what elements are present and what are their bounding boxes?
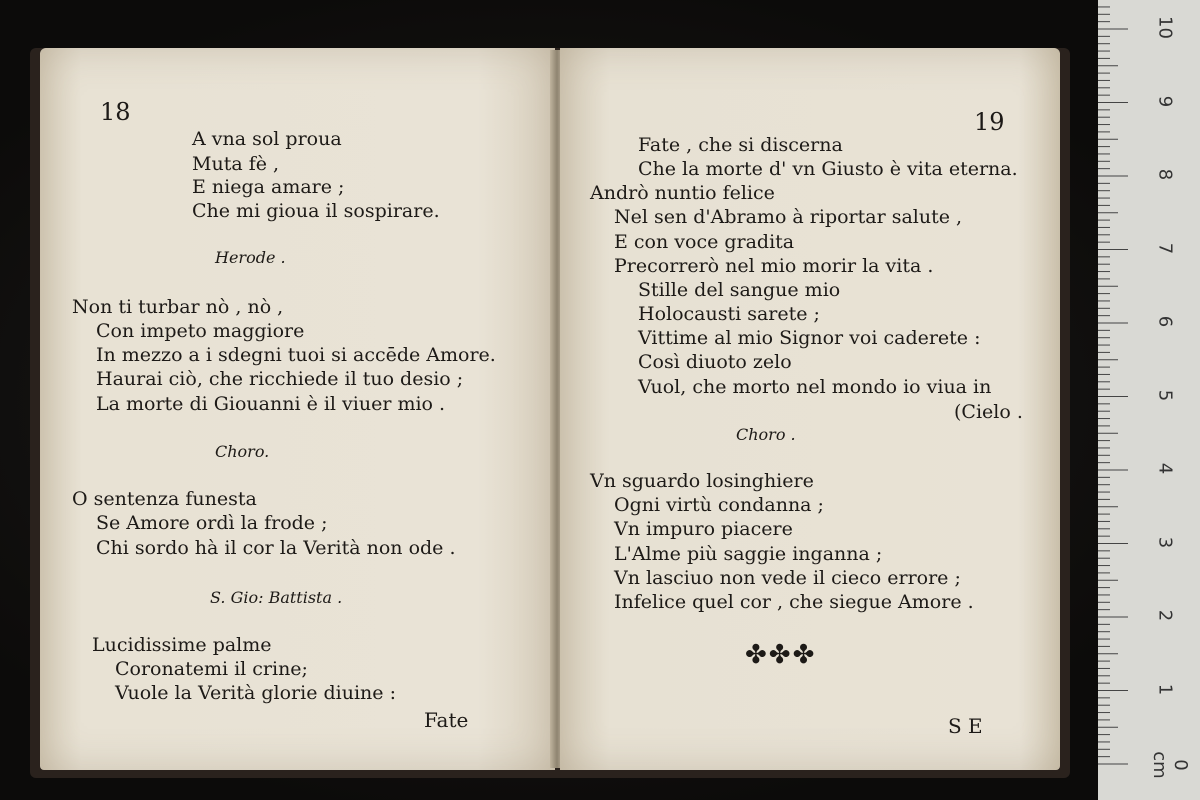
verse-line: Nel sen d'Abramo à riportar salute , [614, 206, 963, 228]
ruler-mark-label: 2 [1154, 609, 1176, 622]
ruler-unit-label: 0 cm [1149, 751, 1191, 779]
measuring-ruler [1098, 0, 1200, 800]
verse-line: Andrò nuntio felice [590, 182, 775, 204]
verse-line: A vna sol proua [192, 128, 342, 150]
ruler-mark-label: 3 [1154, 536, 1176, 548]
ruler-mark-label: 8 [1154, 168, 1176, 181]
verse-line: Se Amore ordì la frode ; [96, 512, 328, 534]
speaker-heading: Herode . [215, 248, 286, 267]
verse-line: Fate , che si discerna [638, 134, 843, 156]
verse-line: Con impeto maggiore [96, 320, 305, 342]
left-page-number: 18 [100, 98, 131, 126]
speaker-heading: S. Gio: Battista . [210, 588, 343, 607]
verse-line: La morte di Giouanni è il viuer mio . [96, 393, 446, 415]
verse-line: In mezzo a i sdegni tuoi si accēde Amore. [96, 344, 496, 366]
verse-line: Stille del sangue mio [638, 279, 841, 301]
verse-line: Vn impuro piacere [614, 518, 793, 540]
ruler-mark-label: 5 [1154, 389, 1176, 401]
verse-line: Chi sordo hà il cor la Verità non ode . [96, 537, 456, 559]
verse-line: Non ti turbar nò , nò , [72, 296, 284, 318]
verse-line: Vuol, che morto nel mondo io viua in [638, 376, 992, 398]
ruler-mark-label: 10 [1154, 16, 1176, 39]
verse-line: Vn lasciuo non vede il cieco errore ; [614, 567, 961, 589]
catchword: S E [948, 714, 983, 738]
ruler-mark-label: 9 [1154, 95, 1176, 107]
verse-line: Vuole la Verità glorie diuine : [115, 682, 396, 704]
verse-line: L'Alme più saggie inganna ; [614, 543, 883, 565]
verse-line: Lucidissime palme [92, 634, 272, 656]
verse-line: Precorrerò nel mio morir la vita . [614, 255, 934, 277]
right-page-number: 19 [974, 108, 1005, 136]
verse-line: Che la morte d' vn Giusto è vita eterna. [638, 158, 1018, 180]
verse-line: Ogni virtù condanna ; [614, 494, 824, 516]
ruler-ticks [1098, 0, 1200, 800]
printer-ornament: ✤✤✤ [745, 640, 817, 670]
verse-line: Che mi gioua il sospirare. [192, 200, 440, 222]
verse-line: E con voce gradita [614, 231, 795, 253]
verse-line: Vn sguardo losinghiere [590, 470, 814, 492]
verse-line: Coronatemi il crine; [115, 658, 308, 680]
catchword: Fate [424, 708, 469, 732]
speaker-heading: Choro. [215, 442, 270, 461]
speaker-heading: Choro . [736, 425, 796, 444]
verse-line: Muta fè , [192, 153, 280, 175]
verse-line: O sentenza funesta [72, 488, 257, 510]
verse-line: Vittime al mio Signor voi caderete : [638, 327, 981, 349]
ruler-mark-label: 4 [1154, 462, 1176, 475]
verse-line: Così diuoto zelo [638, 351, 792, 373]
left-page [40, 48, 555, 770]
ruler-mark-label: 6 [1154, 315, 1176, 328]
ruler-mark-label: 1 [1154, 683, 1176, 695]
verse-line: Holocausti sarete ; [638, 303, 820, 325]
verse-line: Haurai ciò, che ricchiede il tuo desio ; [96, 368, 464, 390]
verse-line: (Cielo . [954, 401, 1023, 423]
verse-line: Infelice quel cor , che siegue Amore . [614, 591, 974, 613]
ruler-mark-label: 7 [1154, 242, 1176, 254]
verse-line: E niega amare ; [192, 176, 345, 198]
